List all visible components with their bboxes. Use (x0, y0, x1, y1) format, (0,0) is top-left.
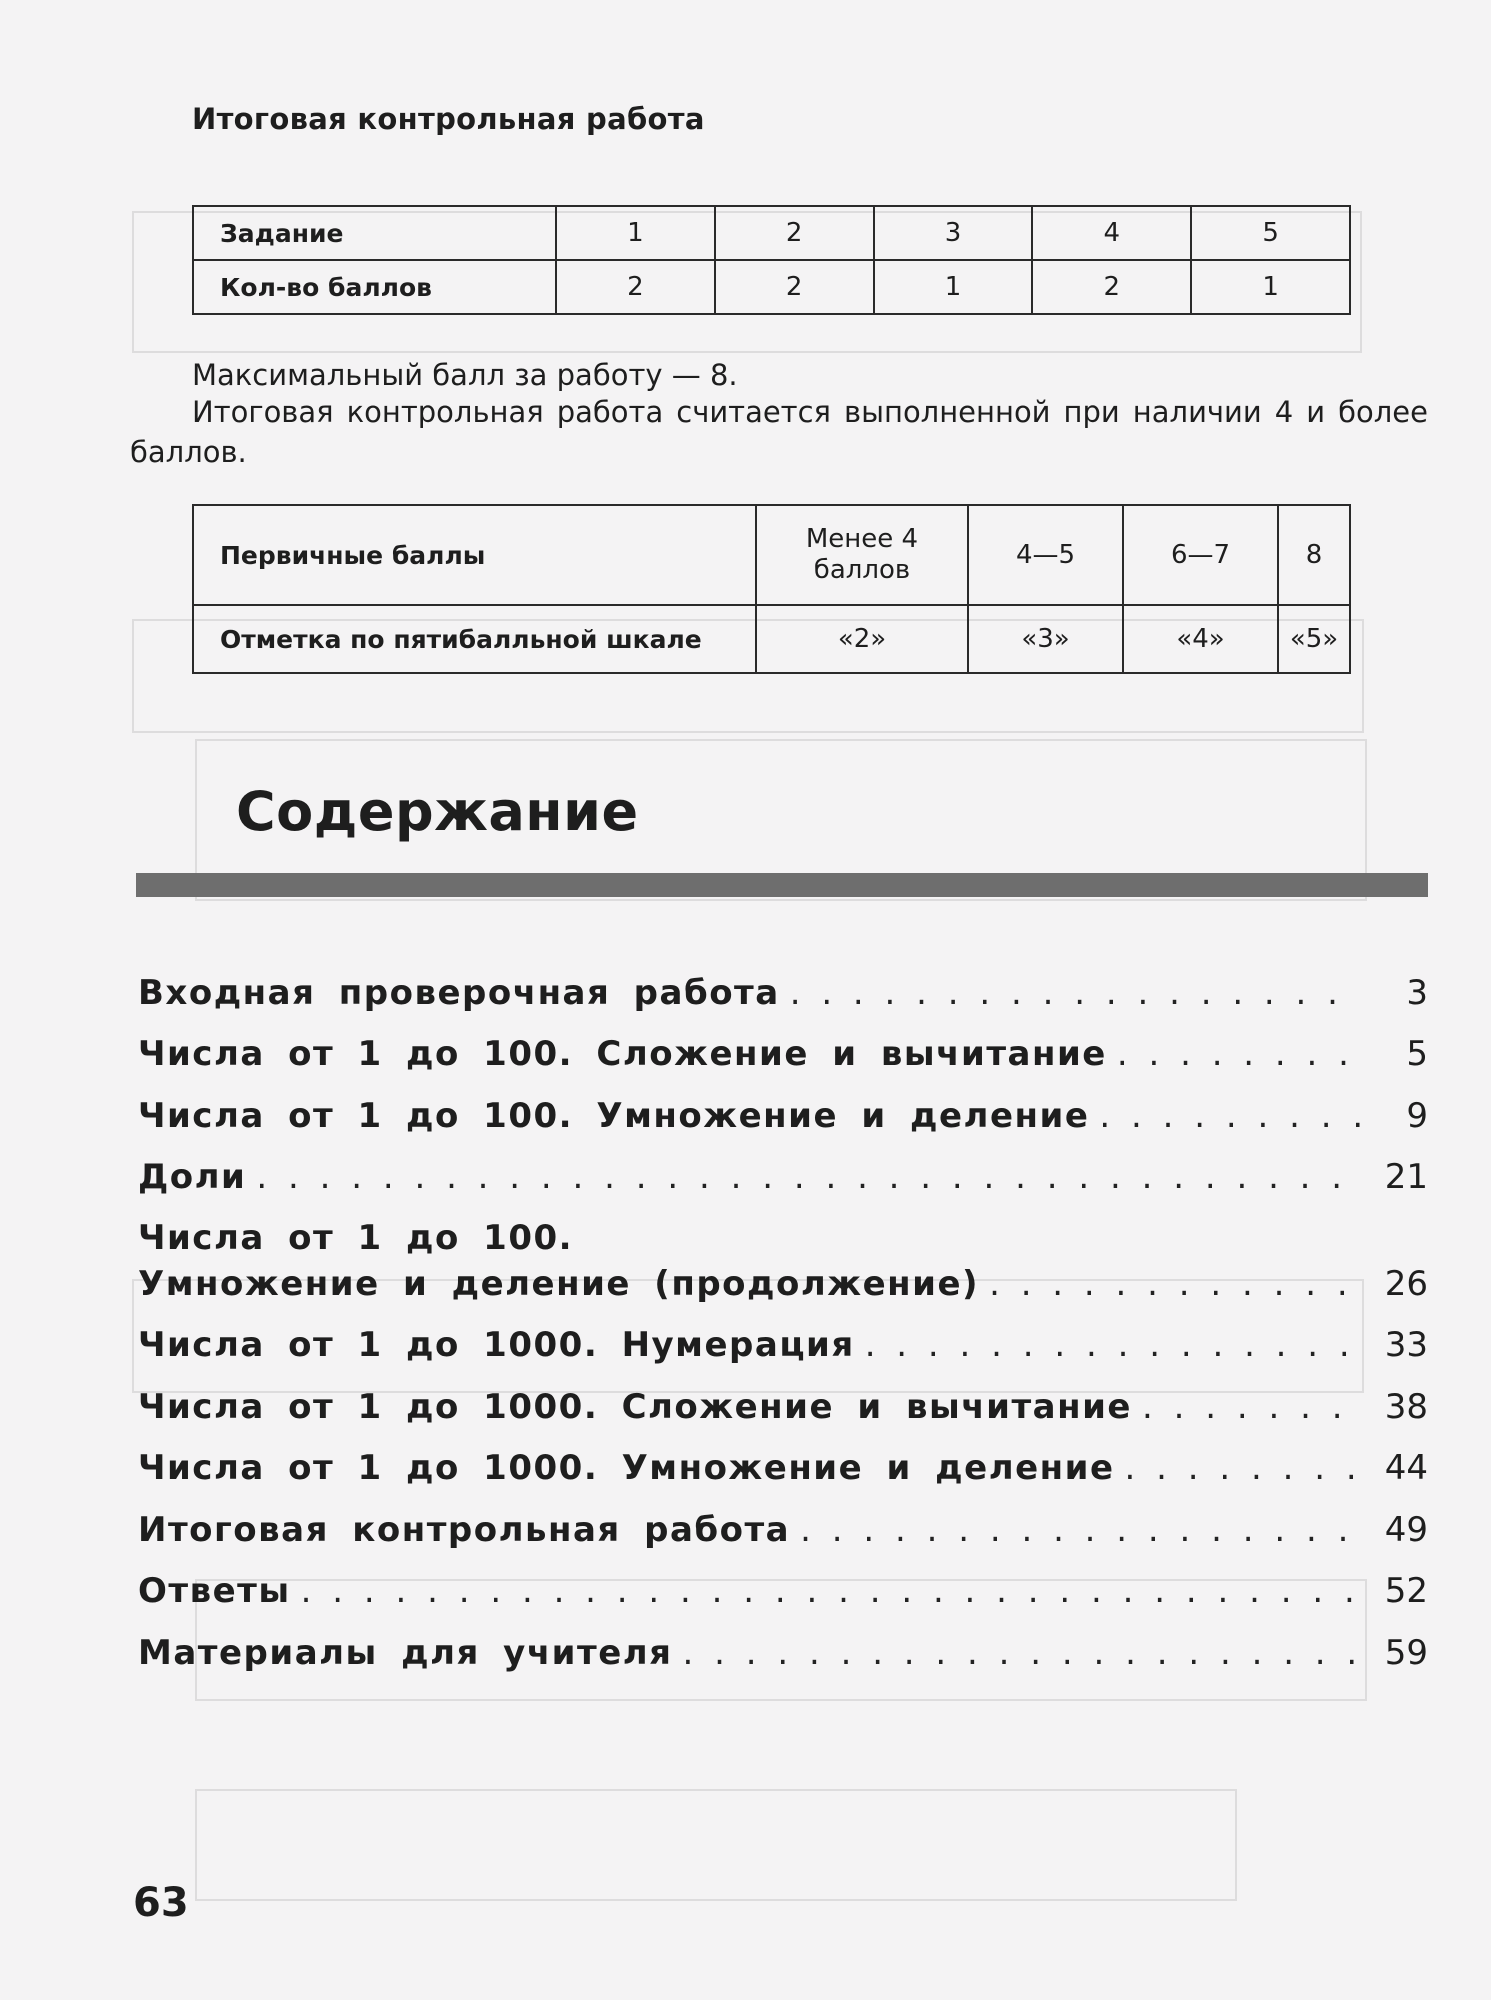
task-number: 5 (1191, 206, 1350, 260)
task-points: 1 (874, 260, 1033, 314)
toc-page-number: 44 (1384, 1448, 1428, 1488)
toc-page-number: 33 (1384, 1325, 1428, 1365)
toc-entry-title: Числа от 1 до 1000. Нумерация (138, 1325, 855, 1365)
grade-scale-table (192, 504, 1351, 674)
points-range: Менее 4 баллов (756, 505, 968, 605)
table-row (193, 260, 1350, 314)
task-number: 4 (1032, 206, 1191, 260)
toc-entry-title: Ответы (138, 1571, 291, 1611)
task-points: 1 (1191, 260, 1350, 314)
toc-entry[interactable] (138, 1264, 1428, 1304)
toc-leader (256, 1157, 1360, 1197)
points-label: Кол-во баллов (193, 260, 556, 314)
toc-entry-title: Числа от 1 до 1000. Умножение и деление (138, 1448, 1115, 1488)
task-number: 2 (715, 206, 874, 260)
toc-page-number: 26 (1384, 1264, 1428, 1304)
toc-entry[interactable] (138, 1325, 1428, 1365)
toc-entry-title: Доли (138, 1157, 247, 1197)
contents-divider-bar (136, 873, 1428, 897)
toc-leader (1125, 1448, 1360, 1488)
toc-entry[interactable] (138, 1448, 1428, 1488)
primary-points-label: Первичные баллы (193, 505, 756, 605)
toc-entry-title-line1[interactable]: Числа от 1 до 100. (138, 1218, 574, 1258)
points-range: 6—7 (1123, 505, 1278, 605)
completion-condition-text: Итоговая контрольная работа считается выполненной при наличии 4 и более баллов. (130, 395, 1428, 469)
toc-leader (989, 1264, 1360, 1304)
grade-label: Отметка по пятибалльной шкале (193, 605, 756, 673)
toc-entry-title: Числа от 1 до 100. Сложение и вычитание (138, 1034, 1107, 1074)
grade-value: «3» (968, 605, 1123, 673)
task-points: 2 (1032, 260, 1191, 314)
toc-entry-title: Материалы для учителя (138, 1633, 673, 1673)
grade-value: «5» (1278, 605, 1350, 673)
task-label: Задание (193, 206, 556, 260)
toc-leader (790, 973, 1360, 1013)
task-number: 1 (556, 206, 715, 260)
task-number: 3 (874, 206, 1033, 260)
toc-page-number: 21 (1384, 1157, 1428, 1197)
points-range: 4—5 (968, 505, 1123, 605)
toc-leader (1142, 1387, 1360, 1427)
toc-entry-title: Умножение и деление (продолжение) (138, 1264, 980, 1304)
toc-entry[interactable] (138, 1387, 1428, 1427)
toc-page-number: 38 (1384, 1387, 1428, 1427)
table-row (193, 206, 1350, 260)
toc-entry-title: Числа от 1 до 100. Умножение и деление (138, 1096, 1090, 1136)
contents-title: Содержание (236, 780, 639, 843)
grade-value: «2» (756, 605, 968, 673)
toc-entry[interactable] (138, 1034, 1428, 1074)
toc-leader (683, 1633, 1361, 1673)
toc-leader (1099, 1096, 1360, 1136)
task-points: 2 (556, 260, 715, 314)
toc-entry[interactable] (138, 1157, 1428, 1197)
points-range: 8 (1278, 505, 1350, 605)
task-points: 2 (715, 260, 874, 314)
toc-page-number: 3 (1406, 973, 1428, 1013)
toc-leader (800, 1510, 1360, 1550)
task-points-table (192, 205, 1351, 315)
max-score-text: Максимальный балл за работу — 8. (192, 358, 738, 392)
toc-entry-title: Входная проверочная работа (138, 973, 780, 1013)
toc-leader (865, 1325, 1360, 1365)
toc-page-number: 9 (1406, 1096, 1428, 1136)
toc-entry[interactable] (138, 1510, 1428, 1550)
toc-leader (1117, 1034, 1360, 1074)
toc-entry[interactable] (138, 973, 1428, 1013)
toc-leader (301, 1571, 1360, 1611)
page-number: 63 (133, 1880, 189, 1926)
toc-entry[interactable] (138, 1633, 1428, 1673)
toc-page-number: 5 (1406, 1034, 1428, 1074)
section-title: Итоговая контрольная работа (192, 102, 705, 136)
toc-entry-title: Числа от 1 до 1000. Сложение и вычитание (138, 1387, 1132, 1427)
table-row (193, 605, 1350, 673)
toc-page-number: 52 (1384, 1571, 1428, 1611)
toc-entry[interactable] (138, 1096, 1428, 1136)
table-row (193, 505, 1350, 605)
grade-value: «4» (1123, 605, 1278, 673)
toc-entry-title: Итоговая контрольная работа (138, 1510, 791, 1550)
toc-page-number: 59 (1384, 1633, 1428, 1673)
toc-page-number: 49 (1384, 1510, 1428, 1550)
toc-entry[interactable] (138, 1571, 1428, 1611)
